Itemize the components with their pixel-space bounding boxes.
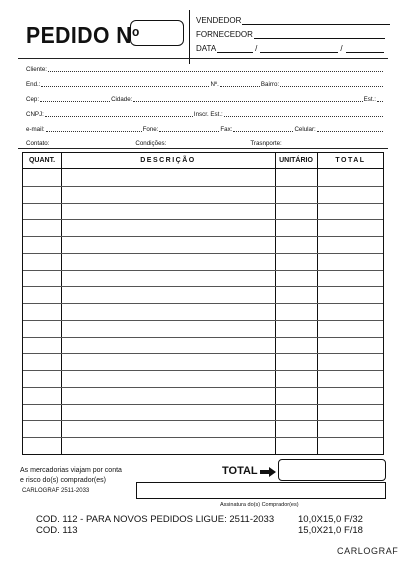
table-row-line: [23, 236, 383, 237]
table-row-line: [23, 437, 383, 438]
client-label: Cliente:: [26, 66, 47, 73]
total-label: TOTAL: [222, 465, 258, 477]
table-row-line: [23, 337, 383, 338]
total-amount-field[interactable]: [278, 459, 386, 481]
cep-label: Cep:: [26, 96, 40, 103]
product-info-line: [36, 525, 78, 536]
supplier-label: FORNECEDOR: [196, 30, 253, 39]
arrow-right-icon: [260, 467, 276, 477]
transport-label: Trasnporte:: [250, 140, 282, 147]
signature-field[interactable]: [136, 482, 386, 499]
city-label: Cidade:: [111, 96, 133, 103]
table-row-line: [23, 387, 383, 388]
product-info-line: [36, 514, 274, 525]
shipping-note: [20, 466, 122, 486]
state-registration-field[interactable]: [224, 116, 383, 117]
date-year-field[interactable]: [346, 52, 384, 53]
table-row-line: [23, 303, 383, 304]
contact-field[interactable]: [50, 145, 134, 146]
cep-row: [26, 96, 384, 103]
shipping-note-line: As mercadorias viajam por conta: [20, 467, 122, 474]
cnpj-field[interactable]: [45, 116, 193, 117]
total-header: TOTAL: [335, 157, 366, 164]
supplier-row: [196, 30, 385, 39]
number-label: Nº.: [210, 81, 219, 88]
mobile-field[interactable]: [317, 131, 383, 132]
brand-logo: CARLOGRAF: [337, 546, 399, 556]
table-row-line: [23, 203, 383, 204]
phone-field[interactable]: [159, 131, 219, 132]
vendor-label: VENDEDOR: [196, 16, 242, 25]
client-field[interactable]: [48, 71, 383, 72]
state-registration-label: Inscr. Est.:: [193, 111, 223, 118]
table-row-line: [23, 353, 383, 354]
vendor-row: [196, 16, 390, 25]
description-header: DESCRIÇÃO: [140, 157, 196, 164]
shipping-note-line: e risco do(s) comprador(es): [20, 477, 106, 484]
signature-label: Assinatura do(s) Comprador(es): [220, 502, 299, 508]
fields-separator: [18, 148, 388, 149]
address-field[interactable]: [41, 86, 209, 87]
product-size-line: [298, 514, 363, 525]
contact-label: Contato:: [26, 140, 50, 147]
items-table: [22, 152, 384, 455]
table-row-line: [23, 186, 383, 187]
address-label: End.:: [26, 81, 41, 88]
date-separator: /: [255, 44, 258, 53]
date-day-field[interactable]: [217, 52, 253, 53]
table-row-line: [23, 320, 383, 321]
quantity-header: QUANT.: [28, 157, 56, 164]
date-month-field[interactable]: [260, 52, 338, 53]
header-separator: [18, 58, 388, 59]
product-size-text: 15,0X21,0 F/18: [298, 525, 363, 536]
table-row-line: [23, 404, 383, 405]
address-row: [26, 81, 384, 88]
product-code-text: COD. 112 - PARA NOVOS PEDIDOS LIGUE: 2511-2033: [36, 514, 275, 525]
date-label: DATA: [196, 44, 217, 53]
table-row-line: [23, 370, 383, 371]
date-separator: /: [340, 44, 343, 53]
print-code: CARLOGRAF 2511-2033: [22, 488, 90, 494]
contact-terms-row: [26, 140, 384, 147]
state-field[interactable]: [377, 101, 383, 102]
order-title: [26, 22, 140, 49]
fax-field[interactable]: [233, 131, 293, 132]
cnpj-row: [26, 111, 384, 118]
table-row-line: [23, 219, 383, 220]
order-number-field[interactable]: [130, 20, 184, 46]
district-field[interactable]: [280, 86, 383, 87]
table-row-line: [23, 270, 383, 271]
product-size-text: 10,0X15,0 F/32: [298, 514, 363, 525]
conditions-field[interactable]: [167, 145, 249, 146]
email-label: e-mail:: [26, 126, 45, 133]
state-label: Est.:: [363, 96, 376, 103]
cnpj-label: CNPJ:: [26, 111, 44, 118]
order-title-text: PEDIDO N: [26, 22, 132, 48]
table-header: [23, 153, 383, 169]
product-code-text: COD. 113: [36, 525, 78, 536]
supplier-field[interactable]: [254, 38, 385, 39]
city-field[interactable]: [133, 101, 362, 102]
order-title-sup: o: [131, 24, 140, 39]
date-row: [196, 44, 384, 53]
district-label: Bairro:: [260, 81, 280, 88]
transport-field[interactable]: [283, 145, 383, 146]
client-row: [26, 66, 384, 73]
order-form-sheet: [18, 8, 388, 510]
vendor-field[interactable]: [242, 24, 390, 25]
phone-label: Fone:: [142, 126, 159, 133]
number-field[interactable]: [220, 86, 260, 87]
fax-label: Fax:: [220, 126, 233, 133]
product-size-line: [298, 525, 363, 536]
email-field[interactable]: [46, 131, 142, 132]
table-row-line: [23, 253, 383, 254]
contact-info-row: [26, 126, 384, 133]
header-divider: [189, 10, 190, 64]
unit-price-header: UNITÁRIO: [279, 157, 313, 164]
conditions-label: Condições:: [135, 140, 167, 147]
table-row-line: [23, 420, 383, 421]
table-row-line: [23, 286, 383, 287]
cep-field[interactable]: [40, 101, 110, 102]
mobile-label: Celular:: [294, 126, 316, 133]
